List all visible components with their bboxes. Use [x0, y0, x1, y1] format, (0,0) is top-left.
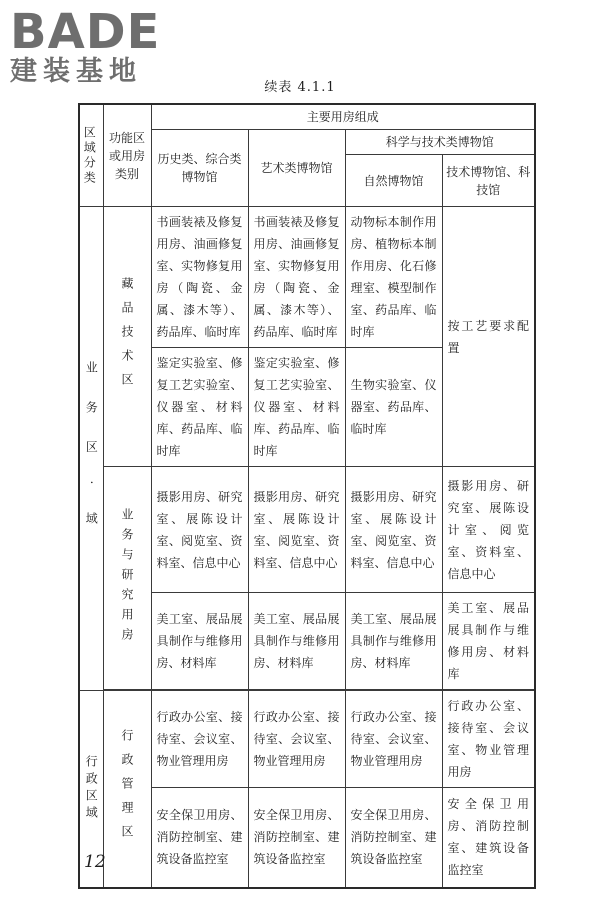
cell-art: 安全保卫用房、消防控制室、建筑设备监控室	[248, 788, 345, 888]
header-sci: 科学与技术类博物馆	[345, 130, 535, 155]
table-row	[79, 467, 535, 593]
header-art: 艺术类博物馆	[248, 130, 345, 207]
table-row	[79, 691, 535, 788]
region-cell-admin: 行政区域	[79, 691, 103, 888]
cell-tech: 行政办公室、接待室、会议室、物业管理用房	[442, 691, 535, 788]
header-history: 历史类、综合类博物馆	[151, 130, 248, 207]
cell-nature: 美工室、展品展具制作与维修用房、材料库	[345, 593, 442, 690]
logo-wordmark: BADE	[10, 4, 161, 60]
func-cell-admin: 行政管理区	[103, 691, 151, 888]
cell-history: 书画装裱及修复用房、油画修复室、实物修复用房（陶瓷、金属、漆木等）、药品库、临时库	[151, 207, 248, 348]
table-caption: 续表 4.1.1	[264, 80, 336, 95]
header-main: 主要用房组成	[151, 104, 535, 130]
room-composition-table-wrapper	[78, 103, 534, 889]
cell-nature: 生物实验室、仪器室、药品库、临时库	[345, 348, 442, 467]
cell-history: 安全保卫用房、消防控制室、建筑设备监控室	[151, 788, 248, 888]
header-region: 区域分类	[79, 104, 103, 207]
room-composition-table	[78, 103, 536, 889]
cell-history: 鉴定实验室、修复工艺实验室、仪器室、材料库、药品库、临时库	[151, 348, 248, 467]
table-row	[79, 207, 535, 348]
cell-history: 摄影用房、研究室、展陈设计室、阅览室、资料室、信息中心	[151, 467, 248, 593]
cell-tech: 美工室、展品展具制作与维修用房、材料库	[442, 593, 535, 690]
cell-art: 鉴定实验室、修复工艺实验室、仪器室、材料库、药品库、临时库	[248, 348, 345, 467]
cell-art: 摄影用房、研究室、展陈设计室、阅览室、资料室、信息中心	[248, 467, 345, 593]
cell-tech: 摄影用房、研究室、展陈设计室、阅览室、资料室、信息中心	[442, 467, 535, 593]
cell-tech: 安全保卫用房、消防控制室、建筑设备监控室	[442, 788, 535, 888]
cell-art: 行政办公室、接待室、会议室、物业管理用房	[248, 691, 345, 788]
cell-art: 美工室、展品展具制作与维修用房、材料库	[248, 593, 345, 690]
cell-history: 美工室、展品展具制作与维修用房、材料库	[151, 593, 248, 690]
header-func: 功能区或用房类别	[103, 104, 151, 207]
region-cell-business: 业 务 区 · 域	[79, 207, 103, 691]
header-nature: 自然博物馆	[345, 155, 442, 207]
cell-nature: 动物标本制作用房、植物标本制作用房、化石修理室、模型制作室、药品库、临时库	[345, 207, 442, 348]
header-tech: 技术博物馆、科技馆	[442, 155, 535, 207]
page-number: 12	[84, 852, 106, 872]
logo-subtitle: 建装基地	[10, 56, 142, 87]
func-cell-business-research: 业务与研究用房	[103, 467, 151, 690]
cell-tech-merged: 按工艺要求配置	[442, 207, 535, 467]
header-row-1	[79, 104, 535, 130]
cell-history: 行政办公室、接待室、会议室、物业管理用房	[151, 691, 248, 788]
cell-nature: 行政办公室、接待室、会议室、物业管理用房	[345, 691, 442, 788]
cell-nature: 安全保卫用房、消防控制室、建筑设备监控室	[345, 788, 442, 888]
cell-nature: 摄影用房、研究室、展陈设计室、阅览室、资料室、信息中心	[345, 467, 442, 593]
cell-art: 书画装裱及修复用房、油画修复室、实物修复用房（陶瓷、金属、漆木等）、药品库、临时库	[248, 207, 345, 348]
func-cell-collection-tech: 藏品技术区	[103, 207, 151, 467]
